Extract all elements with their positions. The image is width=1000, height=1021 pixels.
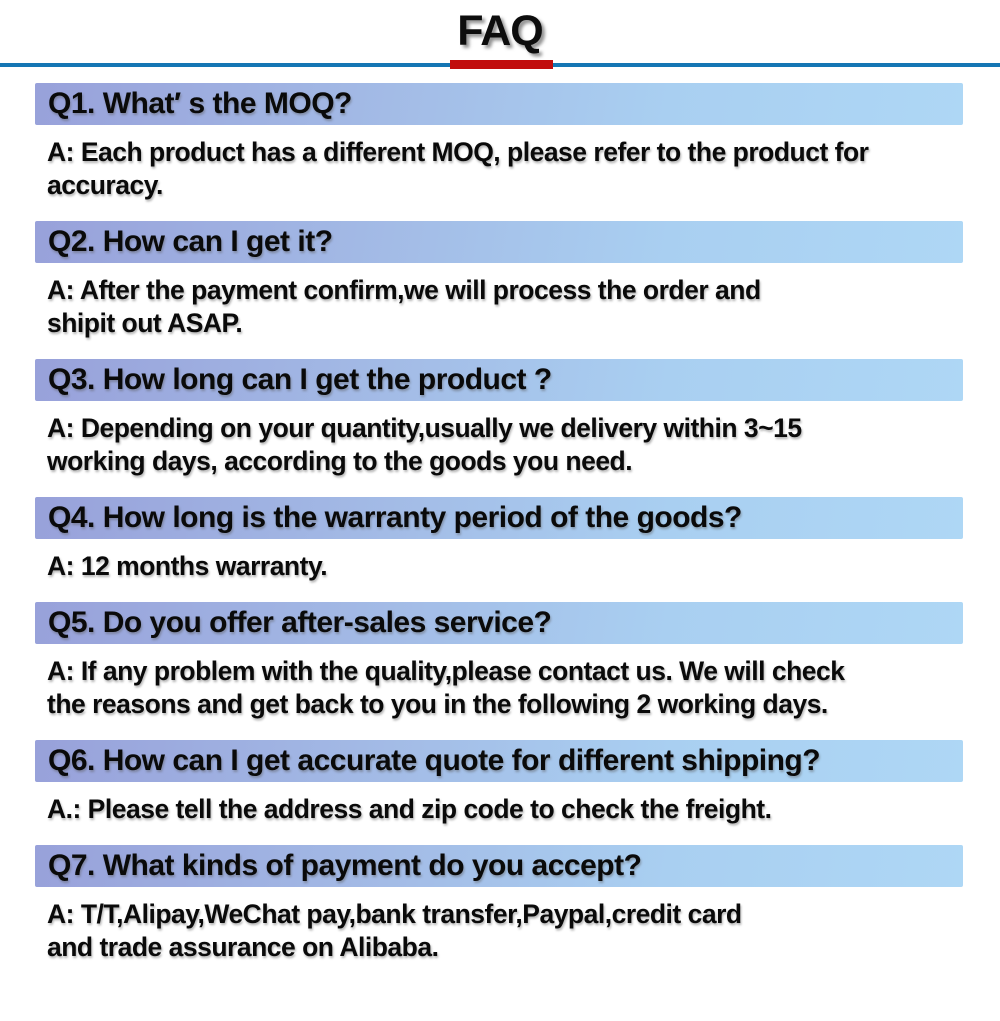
question-bar <box>35 221 963 263</box>
faq-item-q7 <box>0 845 1000 964</box>
faq-item-q6 <box>0 740 1000 826</box>
answer-text: A: After the payment confirm,we will process the order and shipit out ASAP. <box>47 275 761 338</box>
question-bar <box>35 83 963 125</box>
question-bar <box>35 359 963 401</box>
faq-list <box>0 70 1000 964</box>
faq-item-q2 <box>0 221 1000 340</box>
answer-text: A: T/T,Alipay,WeChat pay,bank transfer,Paypal,credit card and trade assurance on Alibaba. <box>47 899 742 962</box>
question-label: Q5. Do you offer after-sales service? <box>48 606 552 639</box>
question-label: Q4. How long is the warranty period of the goods? <box>48 501 742 534</box>
page-title: FAQ <box>457 7 543 55</box>
faq-item-q1 <box>0 83 1000 202</box>
faq-item-q4 <box>0 497 1000 583</box>
question-label: Q1. What′ s the MOQ? <box>48 87 352 120</box>
title-rule <box>0 60 1000 70</box>
question-label: Q3. How long can I get the product ? <box>48 363 552 396</box>
answer-text: A: Depending on your quantity,usually we delivery within 3~15 working days, according to the goods you need. <box>47 413 802 476</box>
question-bar <box>35 845 963 887</box>
header <box>0 0 1000 70</box>
answer-text: A: 12 months warranty. <box>47 551 328 581</box>
question-bar <box>35 602 963 644</box>
question-bar <box>35 740 963 782</box>
answer-text: A: Each product has a different MOQ, please refer to the product for accuracy. <box>47 137 869 200</box>
title-underline-red <box>450 60 553 69</box>
answer-text: A: If any problem with the quality,please contact us. We will check the reasons and get back to you in the following 2 working days. <box>47 656 845 719</box>
question-label: Q6. How can I get accurate quote for different shipping? <box>48 744 821 777</box>
answer-text: A.: Please tell the address and zip code to check the freight. <box>47 794 772 824</box>
faq-item-q3 <box>0 359 1000 478</box>
question-bar <box>35 497 963 539</box>
question-label: Q7. What kinds of payment do you accept? <box>48 849 642 882</box>
question-label: Q2. How can I get it? <box>48 225 333 258</box>
faq-item-q5 <box>0 602 1000 721</box>
